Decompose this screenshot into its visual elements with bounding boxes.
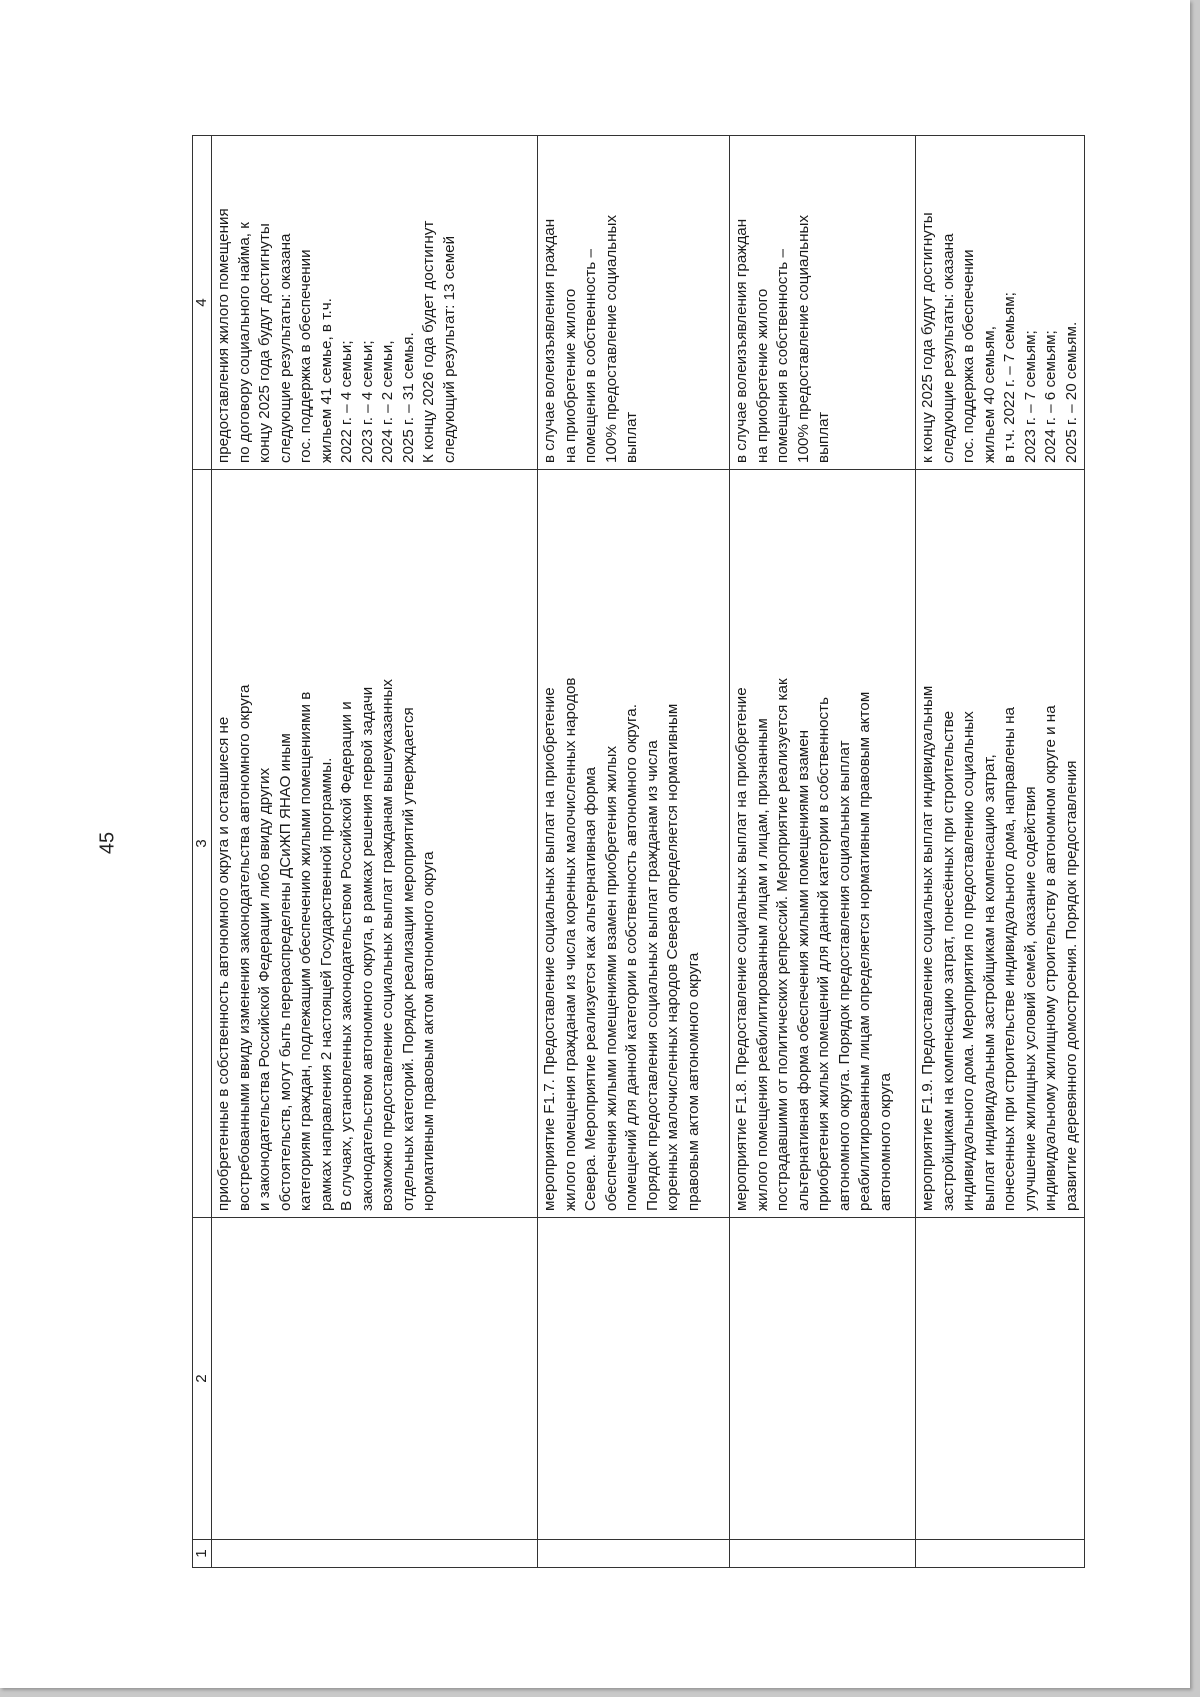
cell-number <box>730 1540 916 1568</box>
cell-measure-description: мероприятие F1.9. Предоставление социальных выплат индивидуальным застройщикам на компенсацию затрат, понесённых при строительстве индивидуального дома. Мероприятия по предоставлению социальных выплат индивидуальным застройщикам на компенсацию затрат, понесенных при строительстве индивидуального дома, направлены на улучшение жилищных условий семей, оказание содействия индивидуальному жилищному строительству в автономном округе и на развитие деревянного домостроения. Порядок предоставления <box>916 470 1085 1218</box>
cell-expected-result: в случае волеизъявления граждан на приобретение жилого помещения в собственность – 100% предоставление социальных выплат <box>538 136 730 470</box>
column-number-3: 3 <box>193 470 212 1218</box>
table-header-row <box>193 136 212 1568</box>
page-number: 45 <box>96 831 119 855</box>
cell-expected-result: предоставления жилого помещения по договору социального найма, к концу 2025 года будут достигнуты следующие результаты: оказана гос. поддержка в обеспечении жильем 41 семье, в т.ч. 2022 г. – 4 семьи; 2023 г. – 4 семьи; 2024 г. – 2 семьи, 2025 г. – 31 семья. К концу 2026 года будет достигнут следующий результат: 13 семей <box>212 136 538 470</box>
cell-number <box>916 1540 1085 1568</box>
column-number-4: 4 <box>193 136 212 470</box>
program-table <box>192 135 1085 1568</box>
cell-task <box>730 1218 916 1540</box>
table-row <box>916 136 1085 1568</box>
column-number-2: 2 <box>193 1218 212 1540</box>
cell-measure-description: мероприятие F1.8. Предоставление социальных выплат на приобретение жилого помещения реабилитированным лицам и лицам, признанным пострадавшими от политических репрессий. Мероприятие реализуется как альтернативная форма обеспечения жилыми помещениями взамен приобретения жилых помещений для данной категории в собственность автономного округа. Порядок предоставления социальных выплат реабилитированным лицам определяется нормативным правовым актом автономного округа <box>730 470 916 1218</box>
column-number-1: 1 <box>193 1540 212 1568</box>
cell-expected-result: в случае волеизъявления граждан на приобретение жилого помещения в собственность – 100% предоставление социальных выплат <box>730 136 916 470</box>
cell-measure-description: мероприятие F1.7. Предоставление социальных выплат на приобретение жилого помещения гражданам из числа коренных малочисленных народов Севера. Мероприятие реализуется как альтернативная форма обеспечения жилыми помещениями взамен приобретения жилых помещений для данной категории в собственность автономного округа. Порядок предоставления социальных выплат гражданам из числа коренных малочисленных народов Севера определяется нормативным правовым актом автономного округа <box>538 470 730 1218</box>
cell-task <box>212 1218 538 1540</box>
table-row <box>730 136 916 1568</box>
cell-number <box>212 1540 538 1568</box>
table-row <box>212 136 538 1568</box>
cell-task <box>538 1218 730 1540</box>
cell-measure-description: приобретенные в собственность автономного округа и оставшиеся не востребованными ввиду изменения законодательства автономного округа и законодательства Российской Федерации либо ввиду других обстоятельств, могут быть перераспределены ДСиЖП ЯНАО иным категориям граждан, подлежащим обеспечению жилыми помещениями в рамках направления 2 настоящей Государственной программы. В случаях, установленных законодательством Российской Федерации и законодательством автономного округа, в рамках решения первой задачи возможно предоставление социальных выплат гражданам вышеуказанных отдельных категорий. Порядок реализации мероприятий утверждается нормативным правовым актом автономного округа <box>212 470 538 1218</box>
cell-task <box>916 1218 1085 1540</box>
cell-number <box>538 1540 730 1568</box>
table-row <box>538 136 730 1568</box>
table-wrapper <box>192 136 1080 1568</box>
cell-expected-result: к концу 2025 года будут достигнуты следующие результаты: оказана гос. поддержка в обеспечении жильем 40 семьям, в т.ч. 2022 г. – 7 семьям; 2023 г. – 7 семьям; 2024 г. – 6 семьям; 2025 г. – 20 семьям. <box>916 136 1085 470</box>
